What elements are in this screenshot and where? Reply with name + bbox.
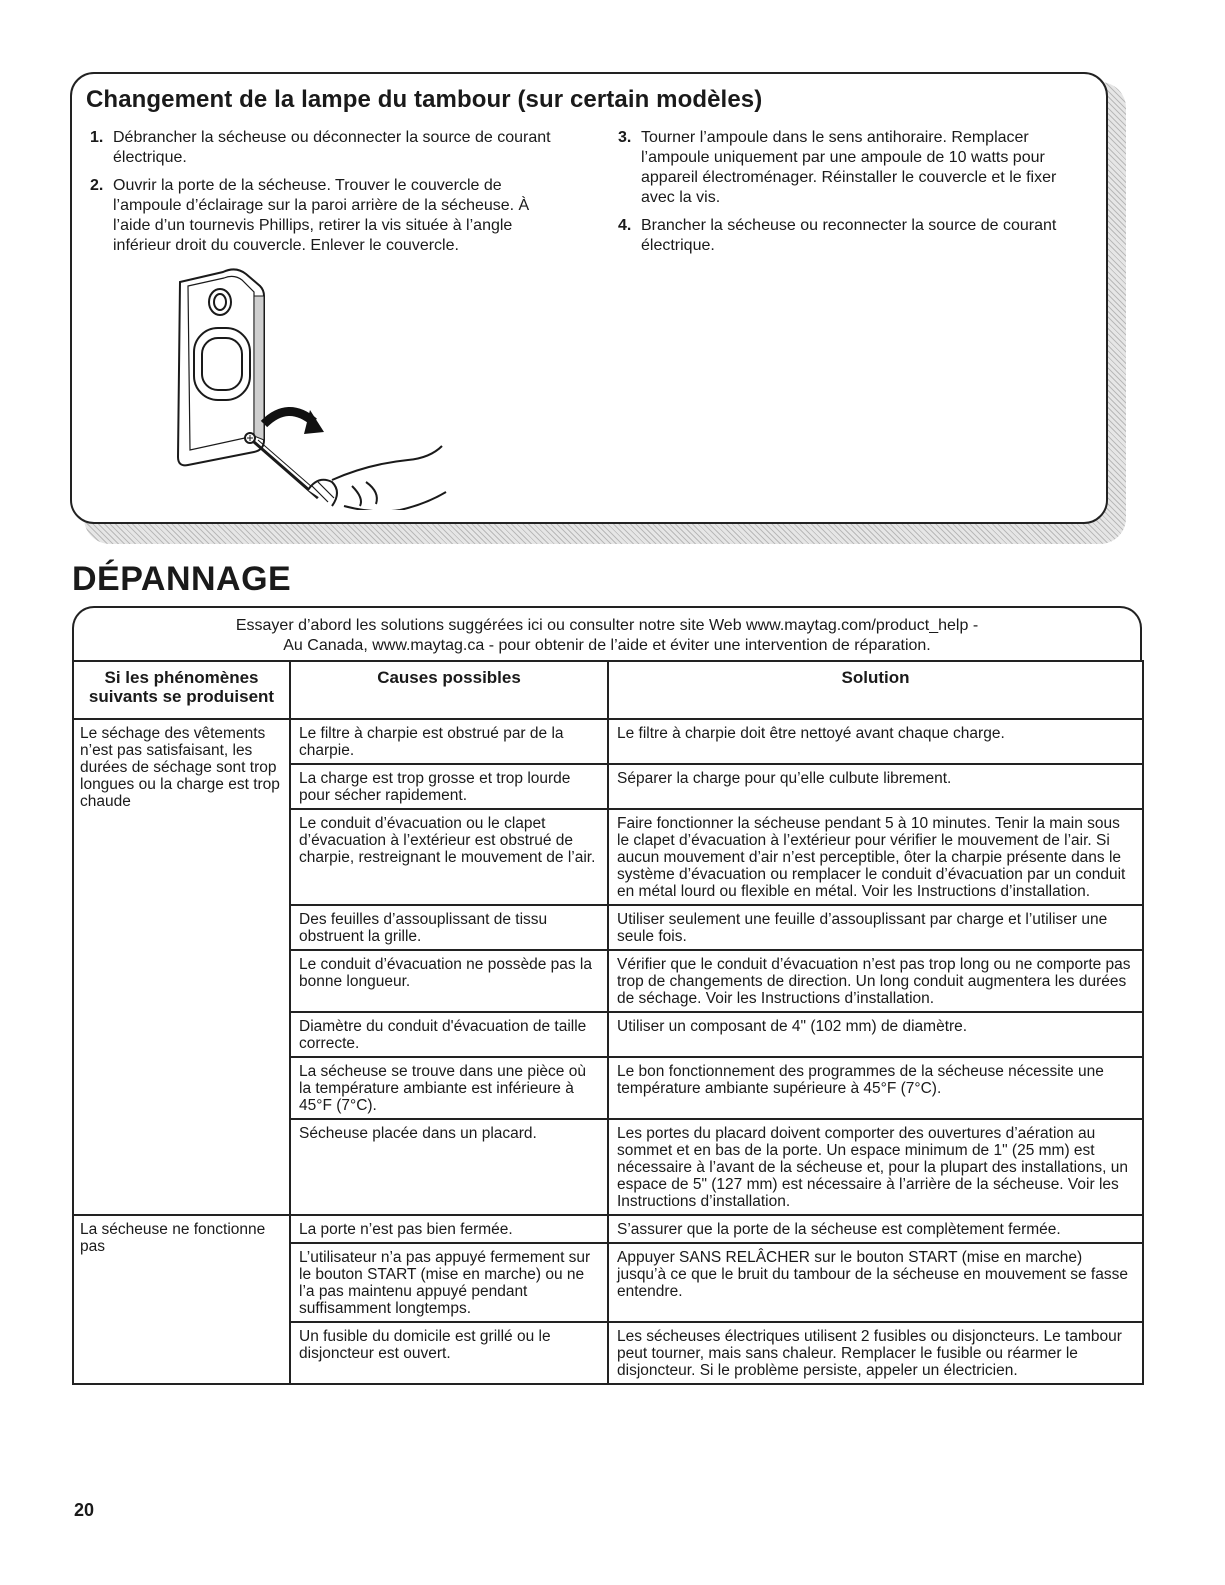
step-item — [608, 216, 1088, 256]
table-header-row — [73, 661, 1143, 719]
cause-cell: La sécheuse se trouve dans une pièce où la température ambiante est inférieure à 45°F (7°C). — [290, 1057, 608, 1119]
symptom-cell: Le séchage des vêtements n’est pas satisfaisant, les durées de séchage sont trop longues ou la charge est trop chaude — [73, 719, 290, 1215]
step-item — [80, 128, 560, 168]
solution-cell: Séparer la charge pour qu’elle culbute librement. — [608, 764, 1143, 809]
step-number: 4. — [618, 217, 632, 234]
intro-line: Au Canada, www.maytag.ca - pour obtenir de l’aide et éviter une intervention de réparation. — [283, 637, 931, 654]
cause-cell: Un fusible du domicile est grillé ou le disjoncteur est ouvert. — [290, 1322, 608, 1384]
column-header-cause: Causes possibles — [290, 661, 608, 719]
solution-cell: Vérifier que le conduit d’évacuation n’est pas trop long ou ne comporte pas trop de changements de direction. Un long conduit augmentera les durées de séchage. Voir les Instructions d’installation. — [608, 950, 1143, 1012]
cause-cell: L’utilisateur n’a pas appuyé fermement sur le bouton START (mise en marche) ou ne l’a pas maintenu appuyé pendant suffisamment longtemps. — [290, 1243, 608, 1322]
step-item — [80, 176, 560, 256]
steps-list-left — [80, 128, 560, 264]
step-text: Débrancher la sécheuse ou déconnecter la source de courant électrique. — [113, 129, 551, 166]
steps-list-right — [608, 128, 1088, 264]
cause-cell: Le conduit d’évacuation ne possède pas la bonne longueur. — [290, 950, 608, 1012]
step-number: 1. — [90, 129, 104, 146]
solution-cell: Utiliser un composant de 4" (102 mm) de diamètre. — [608, 1012, 1143, 1057]
cause-cell: Sécheuse placée dans un placard. — [290, 1119, 608, 1215]
page-title: DÉPANNAGE — [72, 560, 292, 598]
intro-line: Essayer d’abord les solutions suggérées ici ou consulter notre site Web www.maytag.com/product_help - — [235, 617, 979, 634]
solution-cell: Les portes du placard doivent comporter des ouvertures d’aération au sommet et en bas de la porte. Un espace minimum de 1" (25 mm) est nécessaire à l’avant de la sécheuse et, pour la plupart des installations, un espace de 5" (127 mm) est nécessaire à l’arrière de la sécheuse. Voir les Instructions d’installation. — [608, 1119, 1143, 1215]
step-number: 3. — [618, 129, 632, 146]
solution-cell: Utiliser seulement une feuille d’assouplissant par charge et l’utiliser une seule fois. — [608, 905, 1143, 950]
cause-cell: Diamètre du conduit d'évacuation de taille correcte. — [290, 1012, 608, 1057]
solution-cell: Faire fonctionner la sécheuse pendant 5 à 10 minutes. Tenir la main sous le clapet d’évacuation à l’extérieur pour vérifier le mouvement de l’air. Si aucun mouvement d’air n’est perceptible, ôter la charpie présente dans le système d’évacuation ou remplacer le conduit d’évacuation par un conduit en métal lourd ou flexible en métal. Voir les Instructions d’installation. — [608, 809, 1143, 905]
symptom-cell: La sécheuse ne fonctionne pas — [73, 1215, 290, 1384]
solution-cell: Le bon fonctionnement des programmes de la sécheuse nécessite une température ambiante supérieure à 45°F (7°C). — [608, 1057, 1143, 1119]
column-header-solution: Solution — [608, 661, 1143, 719]
lamp-cover-illustration — [168, 260, 458, 510]
lamp-replacement-box — [70, 72, 1108, 524]
cause-cell: Des feuilles d’assouplissant de tissu obstruent la grille. — [290, 905, 608, 950]
table-row — [73, 1215, 1143, 1243]
solution-cell: S’assurer que la porte de la sécheuse est complètement fermée. — [608, 1215, 1143, 1243]
cause-cell: Le filtre à charpie est obstrué par de la charpie. — [290, 719, 608, 764]
cause-cell: Le conduit d’évacuation ou le clapet d’évacuation à l’extérieur est obstrué de charpie, restreignant le mouvement de l’air. — [290, 809, 608, 905]
solution-cell: Le filtre à charpie doit être nettoyé avant chaque charge. — [608, 719, 1143, 764]
troubleshooting-table — [72, 660, 1144, 1385]
step-item — [608, 128, 1088, 208]
step-text: Tourner l’ampoule dans le sens antihoraire. Remplacer l’ampoule uniquement par une ampoule de 10 watts pour appareil électroménager. Réinstaller le couvercle et le fixer avec la vis. — [641, 129, 1057, 206]
cause-cell: La charge est trop grosse et trop lourde pour sécher rapidement. — [290, 764, 608, 809]
page-number: 20 — [74, 1500, 95, 1520]
column-header-symptom: Si les phénomènes suivants se produisent — [73, 661, 290, 719]
solution-cell: Appuyer SANS RELÂCHER sur le bouton START (mise en marche) jusqu’à ce que le bruit du tambour de la sécheuse en mouvement se fasse entendre. — [608, 1243, 1143, 1322]
step-number: 2. — [90, 177, 104, 194]
step-text: Ouvrir la porte de la sécheuse. Trouver le couvercle de l’ampoule d’éclairage sur la paroi arrière de la sécheuse. À l’aide d’un tournevis Phillips, retirer la vis située à l’angle inférieur droit du couvercle. Enlever le couvercle. — [113, 177, 530, 254]
lamp-section-title: Changement de la lampe du tambour (sur certain modèles) — [86, 86, 763, 113]
cause-cell: La porte n’est pas bien fermée. — [290, 1215, 608, 1243]
intro-box — [72, 606, 1142, 660]
solution-cell: Les sécheuses électriques utilisent 2 fusibles ou disjoncteurs. Le tambour peut tourner, mais sans chaleur. Remplacer le fusible ou réarmer le disjoncteur. Si le problème persiste, appeler un électricien. — [608, 1322, 1143, 1384]
step-text: Brancher la sécheuse ou reconnecter la source de courant électrique. — [641, 217, 1057, 254]
table-row — [73, 719, 1143, 764]
